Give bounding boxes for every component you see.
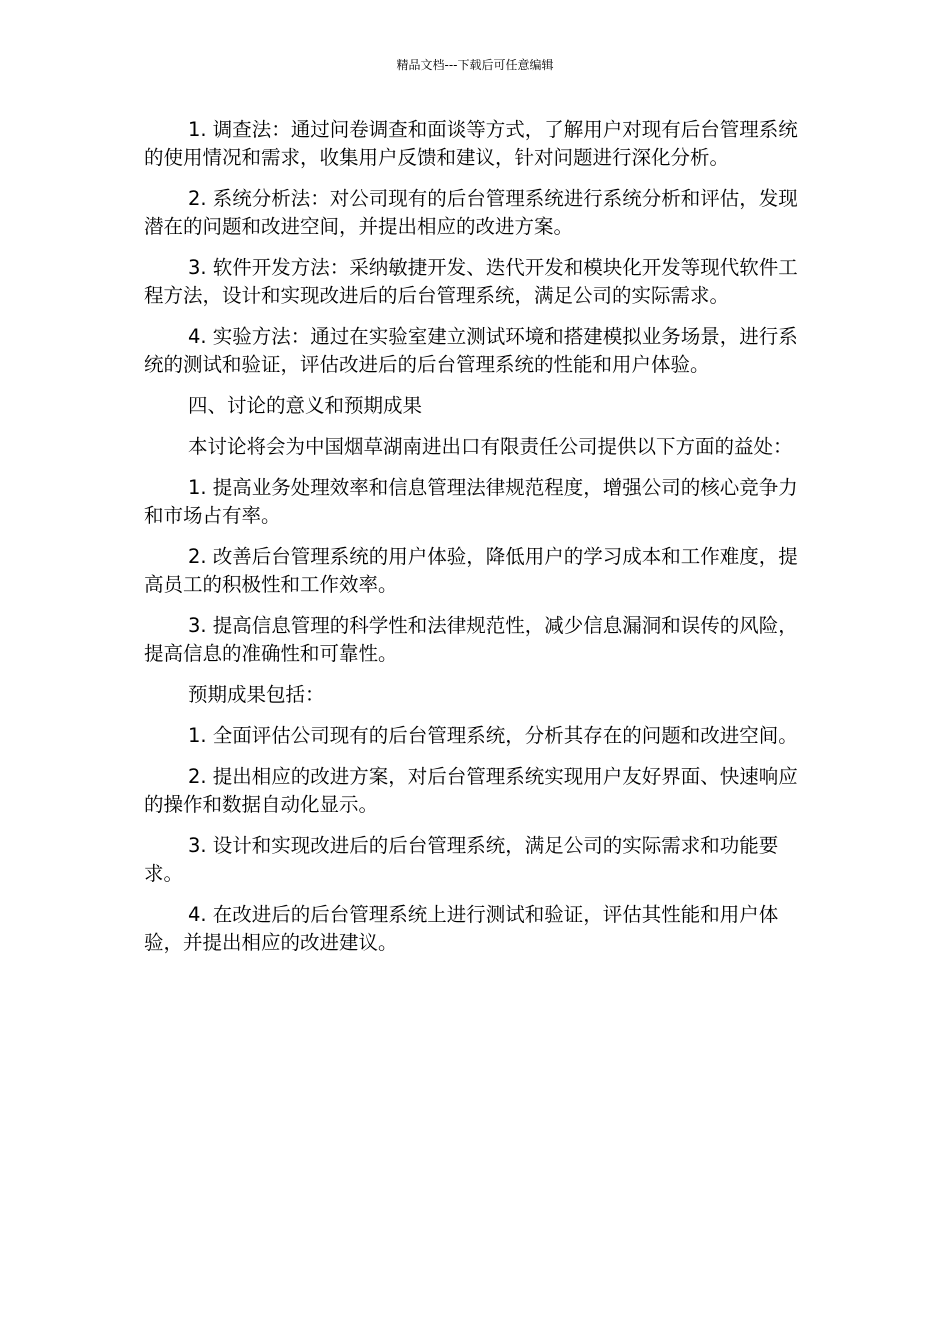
paragraph-benefit-2: 2. 改善后台管理系统的用户体验，降低用户的学习成本和工作难度，提高员工的积极性和工作效率。	[144, 545, 798, 596]
paragraph-outcomes-intro: 预期成果包括：	[188, 683, 325, 706]
paragraph-method-experiment: 4. 实验方法：通过在实验室建立测试环境和搭建模拟业务场景，进行系统的测试和验证，评估改进后的后台管理系统的性能和用户体验。	[144, 325, 798, 376]
paragraph-benefit-1: 1. 提高业务处理效率和信息管理法律规范程度，增强公司的核心竞争力和市场占有率。	[144, 476, 798, 527]
paragraph-outcome-4: 4. 在改进后的后台管理系统上进行测试和验证，评估其性能和用户体验，并提出相应的改进建议。	[144, 903, 779, 954]
paragraph-outcome-1: 1. 全面评估公司现有的后台管理系统，分析其存在的问题和改进空间。	[188, 724, 798, 747]
document-body	[144, 116, 806, 970]
page-header: 精品文档---下载后可任意编辑	[396, 58, 554, 72]
paragraph-method-software-development: 3. 软件开发方法：采纳敏捷开发、迭代开发和模块化开发等现代软件工程方法，设计和实现改进后的后台管理系统，满足公司的实际需求。	[144, 256, 798, 307]
paragraph-method-system-analysis: 2. 系统分析法：对公司现有的后台管理系统进行系统分析和评估，发现潜在的问题和改进空间，并提出相应的改进方案。	[144, 187, 798, 238]
paragraph-outcome-2: 2. 提出相应的改进方案，对后台管理系统实现用户友好界面、快速响应的操作和数据自动化显示。	[144, 765, 798, 816]
paragraph-outcome-3: 3. 设计和实现改进后的后台管理系统，满足公司的实际需求和功能要求。	[144, 834, 779, 885]
paragraph-benefits-intro: 本讨论将会为中国烟草湖南进出口有限责任公司提供以下方面的益处：	[188, 435, 793, 458]
paragraph-method-survey: 1. 调查法：通过问卷调查和面谈等方式，了解用户对现有后台管理系统的使用情况和需求，收集用户反馈和建议，针对问题进行深化分析。	[144, 118, 798, 169]
section-heading: 四、讨论的意义和预期成果	[188, 394, 423, 417]
paragraph-benefit-3: 3. 提高信息管理的科学性和法律规范性，减少信息漏洞和误传的风险，提高信息的准确性和可靠性。	[144, 614, 798, 665]
